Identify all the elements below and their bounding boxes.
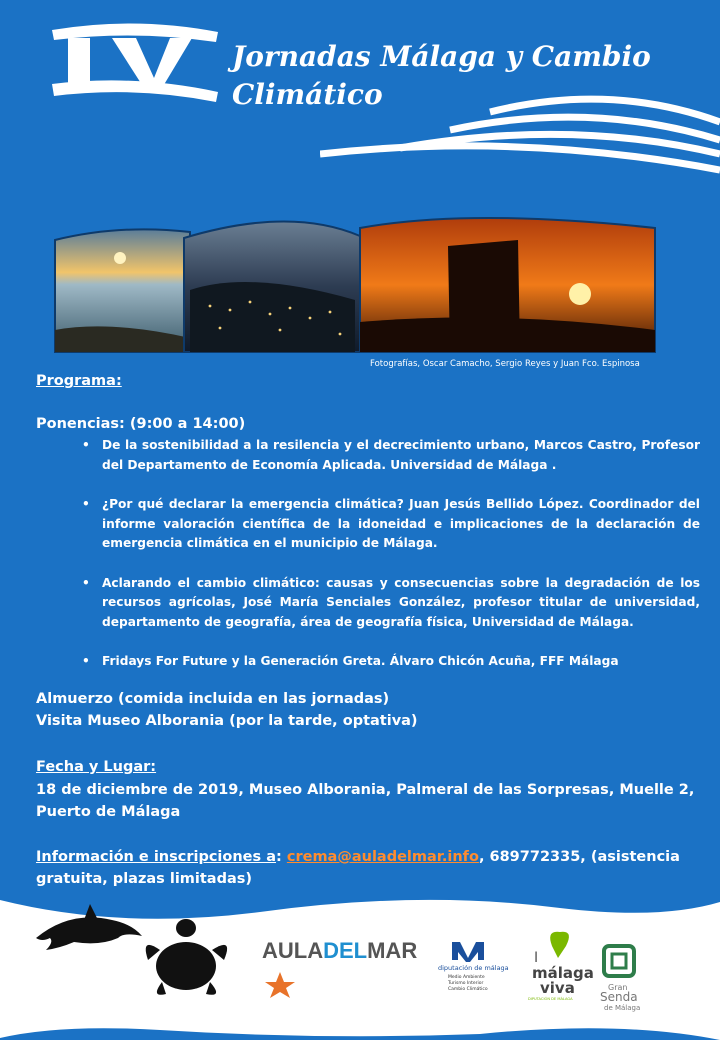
- list-item: [70, 495, 700, 554]
- footer-logos-banner: [0, 890, 720, 1040]
- bullet-icon: •: [82, 497, 90, 511]
- visit-text: Visita Museo Alborania (por la tarde, optativa): [36, 713, 418, 729]
- info-line-1: [36, 846, 716, 868]
- bullet-icon: •: [82, 654, 90, 668]
- svg-text:málaga: málaga: [532, 964, 594, 982]
- list-item: [70, 652, 700, 672]
- program-heading: Programa:: [36, 373, 122, 389]
- svg-text:viva: viva: [540, 979, 575, 997]
- info-contact: , 689772335, (asistencia: [478, 849, 680, 865]
- date-place-heading: Fecha y Lugar:: [36, 759, 157, 775]
- wave-stripes: [320, 92, 720, 182]
- info-heading: Información e inscripciones a: [36, 849, 276, 865]
- title-line-1: Jornadas Málaga y Cambio: [232, 40, 651, 73]
- talk-text: Aclarando el cambio climático: causas y consecuencias sobre la degradación de los recursos agrícolas, José María Senciales González, profesor titular de universidad, departamento de geografía, área de geografía física, Universidad de Málaga.: [102, 575, 700, 629]
- date-place-line-2: Puerto de Málaga: [36, 804, 181, 820]
- talk-text: Fridays For Future y la Generación Greta. Álvaro Chicón Acuña, FFF Málaga: [102, 654, 619, 668]
- title-line-2: Climático: [232, 78, 383, 111]
- photo-collage: [50, 210, 660, 360]
- lunch-text: Almuerzo (comida incluida en las jornadas): [36, 691, 390, 707]
- svg-text:Cambio Climático: Cambio Climático: [448, 987, 488, 992]
- talks-heading: Ponencias: (9:00 a 14:00): [36, 416, 246, 432]
- svg-text:I: I: [534, 950, 539, 966]
- photo-tower-sunset: [360, 218, 655, 352]
- photo-city-night: [184, 221, 360, 352]
- photo-caption: Fotografías, Oscar Camacho, Sergio Reyes y Juan Fco. Espinosa: [370, 359, 640, 369]
- talks-list: [70, 436, 700, 692]
- email-link[interactable]: crema@auladelmar.info: [286, 849, 479, 865]
- svg-text:AULADELMAR: AULADELMAR: [262, 938, 418, 963]
- svg-text:diputación de málaga: diputación de málaga: [438, 964, 509, 972]
- list-item: [70, 574, 700, 633]
- info-colon: :: [275, 849, 282, 865]
- svg-text:Senda: Senda: [600, 990, 638, 1004]
- photo-sea-sunset: [55, 229, 190, 352]
- talk-text: De la sostenibilidad a la resilencia y el decrecimiento urbano, Marcos Castro, Profesor del Departamento de Economía Aplicada. Universidad de Málaga .: [102, 438, 700, 472]
- svg-text:Turismo Interior: Turismo Interior: [448, 981, 484, 986]
- list-item: [70, 436, 700, 475]
- bullet-icon: •: [82, 438, 90, 452]
- svg-text:Gran: Gran: [608, 983, 628, 992]
- svg-text:de Málaga: de Málaga: [604, 1004, 641, 1012]
- date-place-line-1: 18 de diciembre de 2019, Museo Alborania, Palmeral de las Sorpresas, Muelle 2,: [36, 782, 695, 798]
- info-line-2: gratuita, plazas limitadas): [36, 871, 253, 887]
- talk-text: ¿Por qué declarar la emergencia climática? Juan Jesús Bellido López. Coordinador del informe valoración científica de la idoneidad e implicaciones de la declaración de emergencia climática en el municipio de Málaga.: [102, 497, 700, 550]
- edition-numeral: [50, 22, 220, 102]
- bullet-icon: •: [82, 575, 90, 590]
- svg-text:Medio Ambiente: Medio Ambiente: [448, 975, 485, 980]
- svg-text:DIPUTACIÓN DE MÁLAGA: DIPUTACIÓN DE MÁLAGA: [528, 997, 573, 1001]
